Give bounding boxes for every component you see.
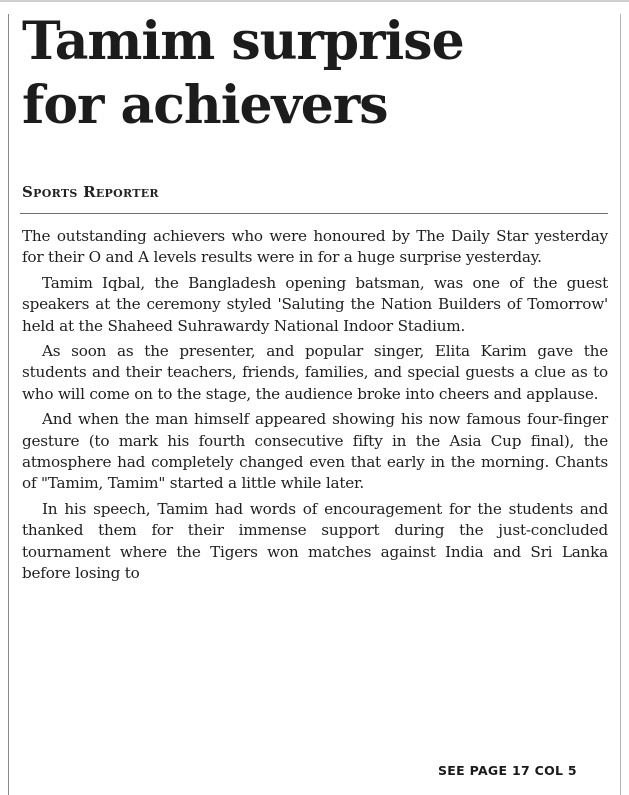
byline-divider — [20, 213, 608, 214]
continuation-jump-line: SEE PAGE 17 COL 5 — [438, 763, 577, 778]
article-body — [22, 226, 608, 589]
headline-line-2: for achievers — [22, 75, 388, 136]
article-paragraph-1: The outstanding achievers who were honoured by The Daily Star yesterday for their O and A levels results were in for a huge surprise yesterday. — [22, 227, 608, 267]
top-border-rule — [0, 0, 629, 2]
article-headline — [22, 10, 618, 138]
article-byline: Sports Reporter — [22, 183, 159, 201]
article-paragraph-3: As soon as the presenter, and popular singer, Elita Karim gave the students and their teachers, friends, families, and special guests a clue as to who will come on to the stage, the audience broke into cheers and applause. — [22, 342, 608, 403]
article-paragraph-5: In his speech, Tamim had words of encouragement for the students and thanked them for their immense support during the just-concluded tournament where the Tigers won matches against India and Sri Lanka before losing to — [22, 499, 608, 583]
article-paragraph-2: Tamim Iqbal, the Bangladesh opening batsman, was one of the guest speakers at the ceremony styled 'Saluting the Nation Builders of Tomorrow' held at the Shaheed Suhrawardy National Indoor Stadium. — [22, 273, 608, 335]
left-column-rule — [8, 14, 9, 795]
right-column-rule — [620, 14, 621, 795]
headline-line-1: Tamim surprise — [22, 11, 464, 72]
article-paragraph-4: And when the man himself appeared showing his now famous four-finger gesture (to mark his fourth consecutive fifty in the Asia Cup final), the atmosphere had completely changed even that early in the morning. Chants of "Tamim, Tamim" started a little while later. — [22, 410, 608, 493]
